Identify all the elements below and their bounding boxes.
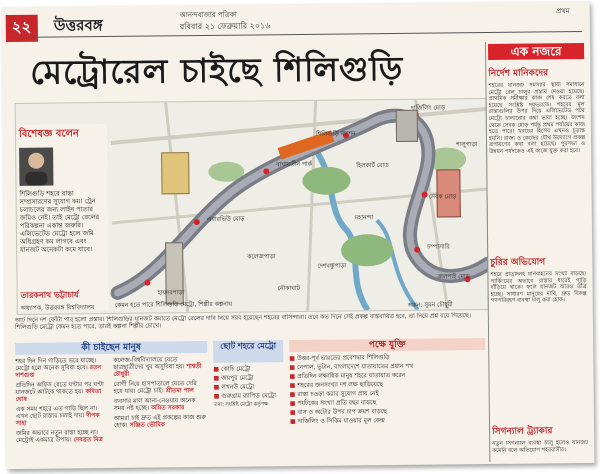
map-caption: কেমন হতে পারে শিলিগুড়ি মেট্রো, শিল্পীর কল্পনায় [114, 300, 233, 309]
sidebar-subhead: নির্দেশ মানিকদের [488, 68, 549, 79]
small-city-text: গুরুগ্রাম র‍্যাপিড মেট্রো [221, 392, 276, 400]
people-quote [114, 380, 208, 395]
people-quote [113, 356, 207, 378]
argument-point: ■ দার্জিলিং ও সিকিম যাওয়ার মূল কেন্দ্র [289, 417, 385, 426]
quote-author: অমিত সরকার [150, 404, 185, 412]
quote-text: প্রতিদিন অফিস যেতে ঘণ্টার পর ঘণ্টা যানজটে আটকে থাকতে হয়। [15, 381, 104, 396]
map-label: সেবক মোড় [428, 193, 457, 201]
people-quote [114, 414, 208, 429]
arguments-title: পক্ষে যুক্তি [289, 338, 485, 352]
sidebar-title: এক নজরে [488, 43, 584, 60]
map-label: হিলকার্ট রোড [356, 162, 389, 170]
sidebar-body-text: নতুন সিগন্যাল ব্যবস্থা চালু হলেও যানজট কমেনি বলে অভিযোগ শহরবাসীর। [492, 439, 589, 454]
quote-author: রতন দাশগুপ্ত [15, 364, 102, 379]
sidebar-body-text: শহরের যানজট সমস্যার স্থায়ী সমাধানে মেট্রো রেল চালুর প্রস্তাব দেওয়া হয়েছে। প্রাথমিক সমীক্ষার কাজ শেষ করতে বলা হয়েছে সংশ্লিষ্ট দফতরকে। শহরের মূল রাস্তাগুলির উপর দিয়ে এলিভেটেড পথে মেট্রো চালানোর কথা ভাবা হচ্ছে। জংশন থেকে সেবক মোড় পর্যন্ত প্রথম পর্যায়ের কাজ হতে পারে। খরচের হিসেব এখনও চূড়ান্ত হয়নি। রাজ্য ও কেন্দ্রের যৌথ উদ্যোগে প্রকল্প রূপায়ণের কথা বলা হয়েছে। পুরসভা ও উন্নয়ন পর্ষদকেও এই কাজে যুক্ত করা হবে। [488, 81, 586, 155]
portrait-icon [19, 148, 53, 186]
intro-text: আট দিনে দশ ফোঁটা পার হলো প্রস্তাব। শিলিগুড়ির যানজট কমাতে মেট্রো রেলের দাবি নিয়ে সরব হয়েছেন শহরের বাসিন্দারা। তবে কত দিনে সেই প্রকল্প বাস্তবায়িত হবে, তা নিয়ে প্রশ্ন রয়ে গিয়েছে। শিলিগুড়ি মেট্রো কেমন হতে পারে, তারই কল্পনা শিল্পীর চোখে। [14, 312, 472, 331]
quote-text: কলেজ-বিশ্ববিদ্যালয়ে যেতে ছাত্রছাত্রীদের খুব অসুবিধা হয়। [113, 356, 185, 371]
people-quote [16, 429, 110, 444]
quote-text: এক সময় শহরে এত গাড়ি ছিল না। এখন ছোট রাস্তায় চলাই দায়। [15, 405, 98, 420]
argument-text: রাস্তা চওড়া করার সুযোগ প্রায় নেই [297, 390, 379, 399]
small-city-text: জয়পুর মেট্রো [221, 374, 254, 382]
map-label: চম্পাসারি [427, 243, 450, 251]
sidebar-subhead: চুরির অভিযোগ [490, 257, 546, 268]
quote-text: রোগী নিয়ে হাসপাতালে যেতে দেরি হয়ে যায়। মেট্রো চাই। [113, 380, 197, 395]
sidebar-subhead: সিগন্যাল ট্র্যাকার [492, 426, 553, 437]
quote-author: দেবব্রত মিত্র [73, 436, 103, 444]
argument-text: বাস ও অটোর উপর চাপ ক্রমশ বাড়ছে [297, 408, 387, 417]
sidebar-body [488, 82, 586, 253]
argument-point: ■ বাস ও অটোর উপর চাপ ক্রমশ বাড়ছে [289, 408, 387, 417]
arguments-column [289, 338, 486, 427]
map-label: দার্জিলিং মোড় [410, 104, 446, 112]
quote-author: শ্রীতমা পাল [165, 387, 194, 395]
corner-tag: প্রথম [555, 7, 570, 16]
quote-author: শাশ্বতী চৌধুরী [113, 363, 202, 378]
map-label: হায়দরপাড়া [157, 289, 185, 297]
map-label: শিলিগুড়ি জংশন [315, 130, 356, 138]
small-city-text: লখনউ মেট্রো [221, 383, 255, 391]
building-1 [161, 152, 189, 194]
sidebar-body-text: শহরে প্রতিদিনই যানবাহনের সংখ্যা বাড়ছে। পার্কিংয়ের অভাবে রাস্তার ধারেই গাড়ি দাঁড়িয়ে থাকে। ফলে যানজট আরও তীব্র হচ্ছে। সাধারণ মানুষের দাবি, দ্রুত বিকল্প গণপরিবহণ ব্যবস্থা চালু করা হোক। [490, 270, 587, 305]
argument-point: ■ প্রতিদিন লক্ষাধিক মানুষ শহরে যাতায়াত করেন [289, 371, 406, 381]
paper-name: আনন্দবাজার পত্রিকা [179, 10, 237, 20]
argument-text: নেপাল, ভুটান, বাংলাদেশে যাতায়াতের প্রধান পথ [297, 362, 414, 372]
small-city-credit: তথ্য: সংশ্লিষ্ট মেট্রো কর্তৃপক্ষ [213, 401, 269, 408]
map-label: কলেজপাড়া [247, 253, 276, 261]
people-quote [16, 381, 110, 403]
people-column-title: কী চাইছেন মানুষ [15, 341, 207, 355]
newspaper-page [2, 1, 595, 469]
people-quote [114, 397, 208, 412]
issue-date: রবিবার ২১ ফেব্রুয়ারি ২০১৬ [179, 21, 271, 32]
building-3 [396, 110, 418, 142]
people-column [15, 341, 207, 444]
small-city-text: কোচি মেট্রো [221, 365, 251, 373]
map-label: বাঘাযতীন পার্ক [276, 160, 313, 169]
small-city-item: ■ জয়পুর মেট্রো [213, 374, 254, 382]
argument-point: ■ উত্তর-পূর্ব ভারতের প্রবেশদ্বার শিলিগুড়ি [289, 354, 390, 363]
argument-point: ■ নেপাল, ভুটান, বাংলাদেশে যাতায়াতের প্রধান পথ [289, 362, 414, 372]
sidebar [488, 63, 588, 462]
small-city-item: ■ কোচি মেট্রো [213, 365, 251, 373]
expert-box [17, 124, 109, 311]
small-city-column [213, 340, 284, 411]
expert-photo [19, 148, 53, 186]
map-label: দেশবন্ধুপাড়া [317, 262, 347, 270]
map-label: নৌকাঘাট [277, 284, 300, 293]
people-quote [15, 357, 109, 379]
expert-title: বিশেষজ্ঞ বলেন [18, 128, 79, 140]
quote-text: শহর দিন দিন গাড়িতে ভরে যাচ্ছে। মেট্রো হলে অনেক সুবিধা হবে। [15, 357, 96, 372]
argument-point: ■ পর্যটকের সংখ্যা প্রতি বছর বাড়ছে [289, 399, 377, 408]
map-label: এয়ারভিউ মোড় [206, 215, 245, 223]
headline: মেট্রোরেল চাইছে শিলিগুড়ি [30, 48, 404, 92]
quote-text: জমির অভাবে নতুন রাস্তা হচ্ছে না। মেট্রোই একমাত্র উপায়। [16, 429, 98, 444]
map-label: শালুগাড়া [456, 141, 478, 149]
argument-text: উত্তর-পূর্ব ভারতের প্রবেশদ্বার শিলিগুড়ি [297, 354, 390, 363]
section-title: উত্তরবঙ্গ [53, 16, 103, 35]
quote-author: সঞ্জিত ভৌমিক [129, 421, 165, 429]
quote-text: আমরা চাই দ্রুত এই প্রকল্পের কাজ শুরু হোক। [113, 413, 207, 429]
small-city-title: ছোট শহরে মেট্রো [213, 340, 283, 363]
argument-text: পর্যটকের সংখ্যা প্রতি বছর বাড়ছে [297, 399, 377, 408]
map-label: জলপাই মোড় [437, 273, 470, 281]
argument-text: শহরের জনসংখ্যা দশ লক্ষ ছাড়িয়েছে [297, 381, 384, 390]
argument-point: ■ শহরের জনসংখ্যা দশ লক্ষ ছাড়িয়েছে [289, 381, 384, 390]
quote-author: দীপক সাহা [15, 412, 100, 427]
sidebar-body [492, 440, 588, 462]
small-city-item: ■ লখনউ মেট্রো [213, 383, 255, 391]
page-number: ২২ [6, 15, 38, 42]
argument-point: ■ রাস্তা চওড়া করার সুযোগ প্রায় নেই [289, 390, 379, 399]
people-quote [16, 405, 110, 427]
argument-text: প্রতিদিন লক্ষাধিক মানুষ শহরে যাতায়াত করেন [297, 371, 406, 381]
quote-author: কবিতা ঘোষ [15, 388, 102, 403]
quote-text: ব্যবসার মাল আনা-নেওয়ায় অনেক সময় নষ্ট হচ্ছে। [113, 397, 196, 412]
expert-quote: শিলিগুড়ি শহরে রাস্তা সম্প্রসারণের সুযোগ কম। ট্রেন চলাচলের জন্য লাইন পাতার জমিও নেই। তাই মেট্রো রেলের পরিকল্পনা একান্ত জরুরি। এলিভেটেড মেট্রো হলে জমি অধিগ্রহণ কম লাগবে এবং যানজট অনেকটা কমে যাবে। [19, 189, 100, 254]
expert-role: অধ্যাপক, উত্তরবঙ্গ বিশ্ববিদ্যালয় [20, 304, 95, 312]
map-label: মহানন্দা [354, 214, 374, 222]
argument-text: দার্জিলিং ও সিকিম যাওয়ার মূল কেন্দ্র [297, 417, 385, 426]
small-city-item: ■ গুরুগ্রাম র‍্যাপিড মেট্রো [213, 392, 276, 400]
expert-name: তারকনাথ ভট্টাচার্য [20, 290, 79, 300]
sidebar-body [490, 271, 588, 422]
bottom-section [15, 312, 487, 467]
map-credit: অঙ্কন: সুমন চৌধুরী [407, 301, 453, 309]
